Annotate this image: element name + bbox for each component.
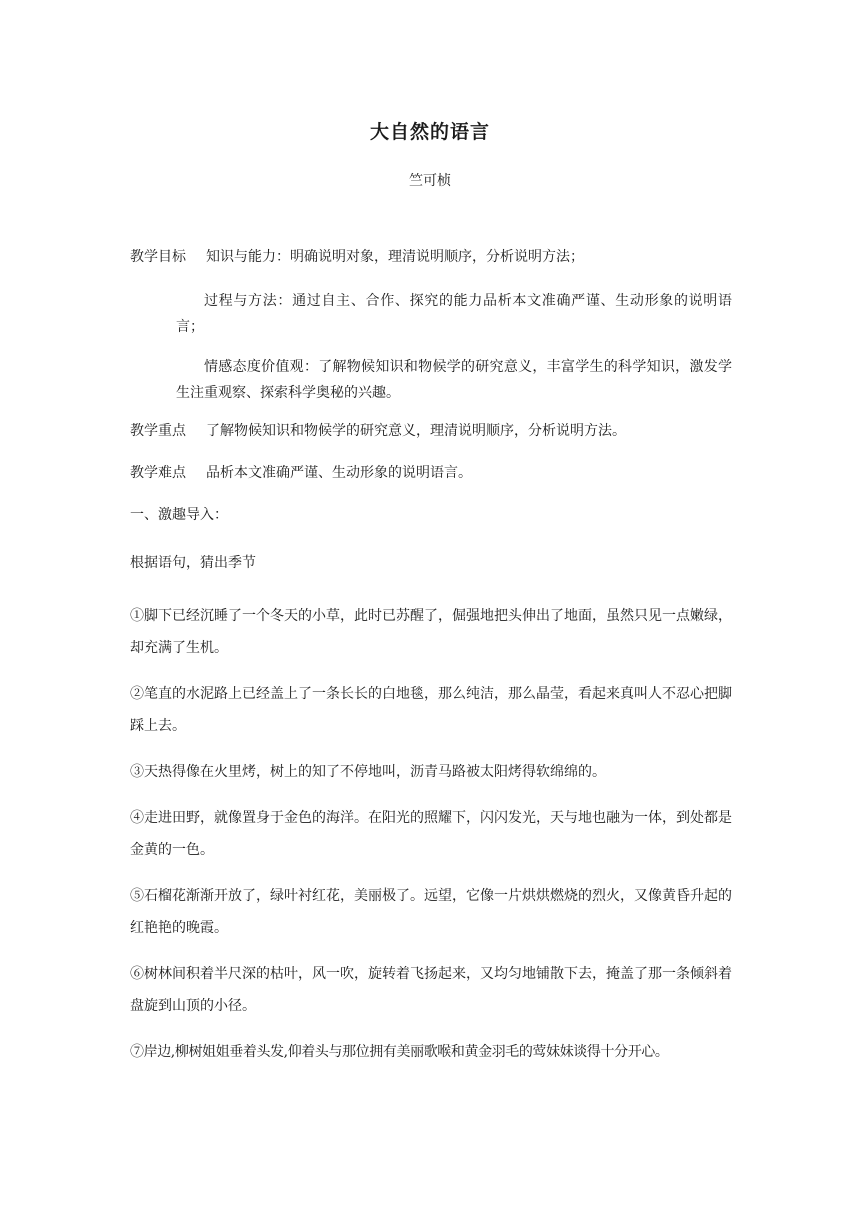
document-body <box>130 246 732 1082</box>
teaching-key-label: 教学重点 <box>130 423 186 439</box>
teaching-goal-emotion: 情感态度价值观：了解物候知识和物候学的研究意义，丰富学生的科学知识，激发学生注重观察、探索科学奥秘的兴趣。 <box>176 359 732 401</box>
teaching-difficulty-content: 品析本文准确严谨、生动形象的说明语言。 <box>206 465 472 481</box>
teaching-difficulty-label: 教学难点 <box>130 465 186 481</box>
section-heading: 一、激趣导入： <box>130 507 228 523</box>
season-sentence: ②笔直的水泥路上已经盖上了一条长长的白地毯，那么纯洁，那么晶莹，看起来真叫人不忍心把脚踩上去。 <box>130 686 732 734</box>
teaching-goal-process: 过程与方法：通过自主、合作、探究的能力品析本文准确严谨、生动形象的说明语言； <box>176 293 732 335</box>
season-sentence: ①脚下已经沉睡了一个冬天的小草，此时已苏醒了，倔强地把头伸出了地面，虽然只见一点嫩绿，却充满了生机。 <box>130 608 732 656</box>
teaching-key-content: 了解物候知识和物候学的研究意义，理清说明顺序，分析说明方法。 <box>206 423 626 439</box>
season-sentence: ⑤石榴花渐渐开放了，绿叶衬红花，美丽极了。远望，它像一片烘烘燃烧的烈火，又像黄昏升起的红艳艳的晚霞。 <box>130 888 732 936</box>
teaching-key-row <box>130 420 732 442</box>
season-sentence: ⑦岸边,柳树姐姐垂着头发,仰着头与那位拥有美丽歌喉和黄金羽毛的莺妹妹谈得十分开心。 <box>130 1044 669 1060</box>
section-instruction: 根据语句，猜出季节 <box>130 555 256 571</box>
season-sentence: ③天热得像在火里烤，树上的知了不停地叫，沥青马路被太阳烤得软绵绵的。 <box>130 764 606 780</box>
document-author: 竺可桢 <box>409 173 451 189</box>
season-sentence: ④走进田野，就像置身于金色的海洋。在阳光的照耀下，闪闪发光，天与地也融为一体，到处都是金黄的一色。 <box>130 810 732 858</box>
season-sentence: ⑥树林间积着半尺深的枯叶，风一吹，旋转着飞扬起来，又均匀地铺散下去，掩盖了那一条倾斜着盘旋到山顶的小径。 <box>130 966 732 1014</box>
teaching-difficulty-row <box>130 462 732 484</box>
document-title: 大自然的语言 <box>369 121 490 143</box>
teaching-goals-label: 教学目标 <box>130 249 186 265</box>
teaching-goals-row <box>130 246 732 268</box>
teaching-goal-knowledge: 知识与能力：明确说明对象，理清说明顺序，分析说明方法； <box>206 249 584 265</box>
